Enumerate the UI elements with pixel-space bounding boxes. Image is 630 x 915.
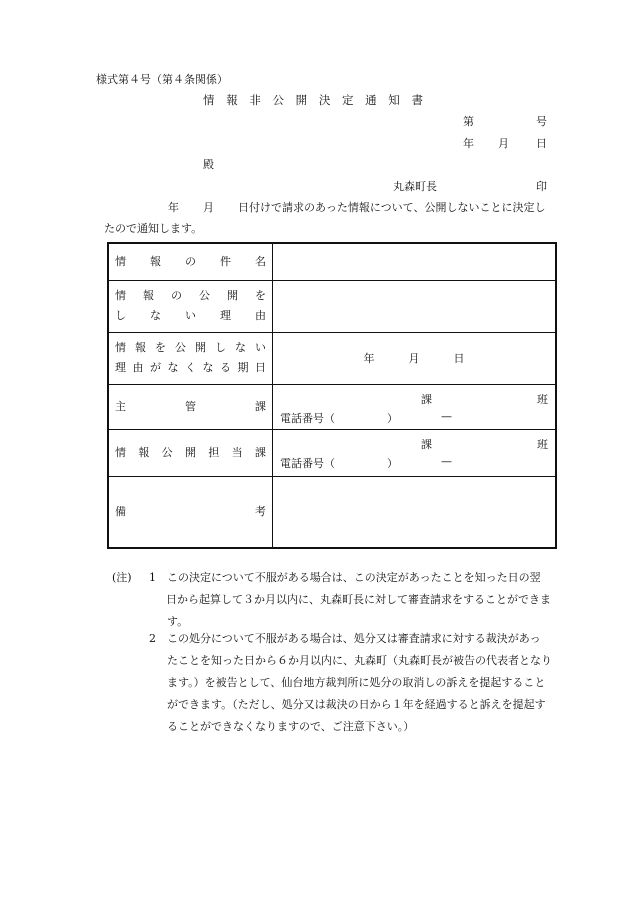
- expiry-year: 年: [363, 352, 375, 365]
- phone-label: 電話番号（: [280, 411, 335, 425]
- form-label: 様式第４号（第４条関係）: [96, 73, 228, 86]
- row-label-info-department: 情 報 公 開 担 当 課: [108, 429, 273, 476]
- expiry-month: 月: [408, 352, 420, 365]
- phone-dash: —: [441, 409, 452, 423]
- row-label-reason: 情 報 の 公 開 を し な い 理 由: [108, 280, 273, 332]
- row-label-subject: 情 報 の 件 名: [108, 243, 273, 280]
- team-suffix: 班: [537, 437, 548, 451]
- row-label-remarks: 備 考: [108, 476, 273, 548]
- notes-mark: (注): [112, 571, 132, 584]
- info-table: [107, 242, 557, 549]
- expiry-date-field[interactable]: [273, 332, 557, 384]
- sender: 丸森町長: [393, 180, 437, 193]
- table-row: [108, 243, 556, 280]
- body-line-1: [168, 199, 545, 215]
- reason-field[interactable]: [273, 280, 557, 332]
- note-1-number: 1: [149, 571, 156, 584]
- date-day: 日: [536, 137, 547, 150]
- date-month: 月: [498, 137, 509, 150]
- table-row: [108, 384, 556, 429]
- number-prefix: 第: [463, 115, 474, 128]
- note-1-text: この決定について不服がある場合は、この決定があったことを知った日の翌 日から起算して３か月以内に、丸森町長に対して審査請求をすることができま す。: [166, 571, 551, 628]
- row-label-expiry-date: 情 報 を 公 開 し な い 理 由 が な く な る 期 日: [108, 332, 273, 384]
- number-suffix: 号: [536, 115, 547, 128]
- phone-label: 電話番号（: [280, 456, 335, 470]
- team-suffix: 班: [537, 392, 548, 406]
- addressee-suffix: 殿: [203, 158, 214, 171]
- body-month: 月: [203, 201, 214, 214]
- table-row: [108, 429, 556, 476]
- section-suffix: 課: [421, 392, 432, 406]
- info-department-field[interactable]: [273, 429, 557, 476]
- table-row: [108, 280, 556, 332]
- row-label-department: 主 管 課: [108, 384, 273, 429]
- table-row: [108, 332, 556, 384]
- seal-mark: 印: [536, 180, 547, 193]
- phone-dash: —: [441, 454, 452, 468]
- body-year: 年: [168, 201, 179, 214]
- body-rest: 日付けで請求のあった情報について、公開しないことに決定し: [238, 201, 546, 214]
- note-2-number: 2: [149, 632, 156, 645]
- date-year: 年: [463, 137, 474, 150]
- section-suffix: 課: [421, 437, 432, 451]
- body-line-2: たので通知します。: [104, 222, 203, 235]
- document-title: 情 報 非 公 開 決 定 通 知 書: [203, 93, 427, 107]
- phone-paren-close: ）: [387, 456, 398, 470]
- table-row: [108, 476, 556, 548]
- department-field[interactable]: [273, 384, 557, 429]
- subject-field[interactable]: [273, 243, 557, 280]
- phone-paren-close: ）: [387, 411, 398, 425]
- note-2-text: この処分について不服がある場合は、処分又は審査請求に対する裁決があっ たことを知った日から６か月以内に、丸森町（丸森町長が被告の代表者となり ます。）を被告として、仙台地方裁判所に処分の取消しの訴えを提起すること ができます。（ただし、処分又は裁決の日から１年を経過すると訴えを提起す ることができなくなりますので、ご注意下さい。）: [167, 632, 552, 733]
- expiry-day: 日: [453, 352, 465, 365]
- remarks-field[interactable]: [273, 476, 557, 548]
